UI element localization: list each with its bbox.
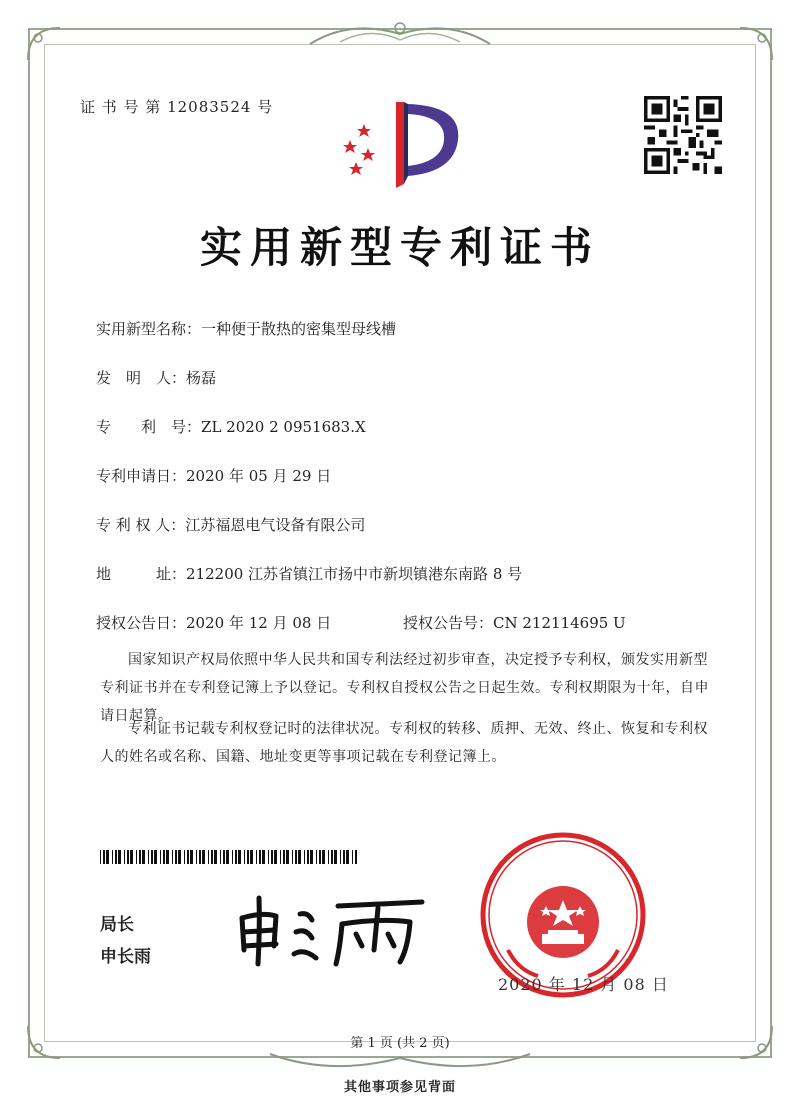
- patentee-label: 专 利 权 人：: [96, 516, 186, 534]
- application-date-label: 专利申请日：: [96, 467, 187, 485]
- patent-number-row: [96, 416, 366, 437]
- grant-statement-paragraph: 国家知识产权局依照中华人民共和国专利法经过初步审查，决定授予专利权，颁发实用新型专利证书并在专利登记簿上予以登记。专利权自授权公告之日起生效。专利权期限为十年，自申请日起算。: [100, 652, 709, 724]
- certificate-number: 证 书 号 第 12083524 号: [80, 98, 274, 116]
- patentee-row: [96, 514, 365, 535]
- address-row: [96, 563, 522, 584]
- corner-ornament-top-left: [24, 24, 64, 64]
- seal-date: 2020 年 12 月 08 日: [498, 975, 669, 994]
- inventor-label: 发 明 人：: [96, 369, 187, 387]
- grant-date-row: [96, 612, 331, 633]
- patent-number-label: 专 利 号：: [96, 418, 202, 436]
- corner-ornament-top-right: [736, 24, 776, 64]
- barcode: [100, 850, 360, 864]
- back-side-note: 其他事项参见背面: [343, 1080, 456, 1095]
- utility-model-name-value: 一种便于散热的密集型母线槽: [201, 320, 397, 338]
- grant-date-label: 授权公告日：: [96, 614, 187, 632]
- utility-model-name-label: 实用新型名称：: [96, 320, 202, 338]
- grant-date-value: 2020 年 12 月 08 日: [186, 614, 332, 632]
- page-number: 第 1 页 (共 2 页): [350, 1036, 450, 1051]
- cnipa-logo: [338, 92, 468, 192]
- application-date-value: 2020 年 05 月 29 日: [186, 467, 332, 485]
- grant-number-row: [403, 612, 626, 633]
- director-title: 局长: [100, 915, 134, 935]
- inventor-value: 杨磊: [186, 369, 217, 387]
- address-label: 地 址：: [96, 565, 187, 583]
- director-name: 申长雨: [100, 947, 151, 967]
- address-value: 212200 江苏省镇江市扬中市新坝镇港东南路 8 号: [186, 565, 523, 583]
- application-date-row: [96, 465, 331, 486]
- grant-number-label: 授权公告号：: [403, 614, 494, 632]
- qr-code: [644, 96, 722, 174]
- inventor-row: [96, 367, 216, 388]
- top-ornament: [300, 14, 500, 54]
- legal-status-paragraph: 专利证书记载专利权登记时的法律状况。专利权的转移、质押、无效、终止、恢复和专利权人的姓名或名称、国籍、地址变更等事项记载在专利登记簿上。: [100, 721, 708, 765]
- certificate-title: 实用新型专利证书: [199, 223, 600, 272]
- patentee-value: 江苏福恩电气设备有限公司: [185, 516, 366, 534]
- patent-number-value: ZL 2020 2 0951683.X: [201, 418, 366, 436]
- grant-number-value: CN 212114695 U: [493, 614, 626, 632]
- utility-model-name-row: [96, 318, 396, 339]
- director-signature: [232, 888, 432, 968]
